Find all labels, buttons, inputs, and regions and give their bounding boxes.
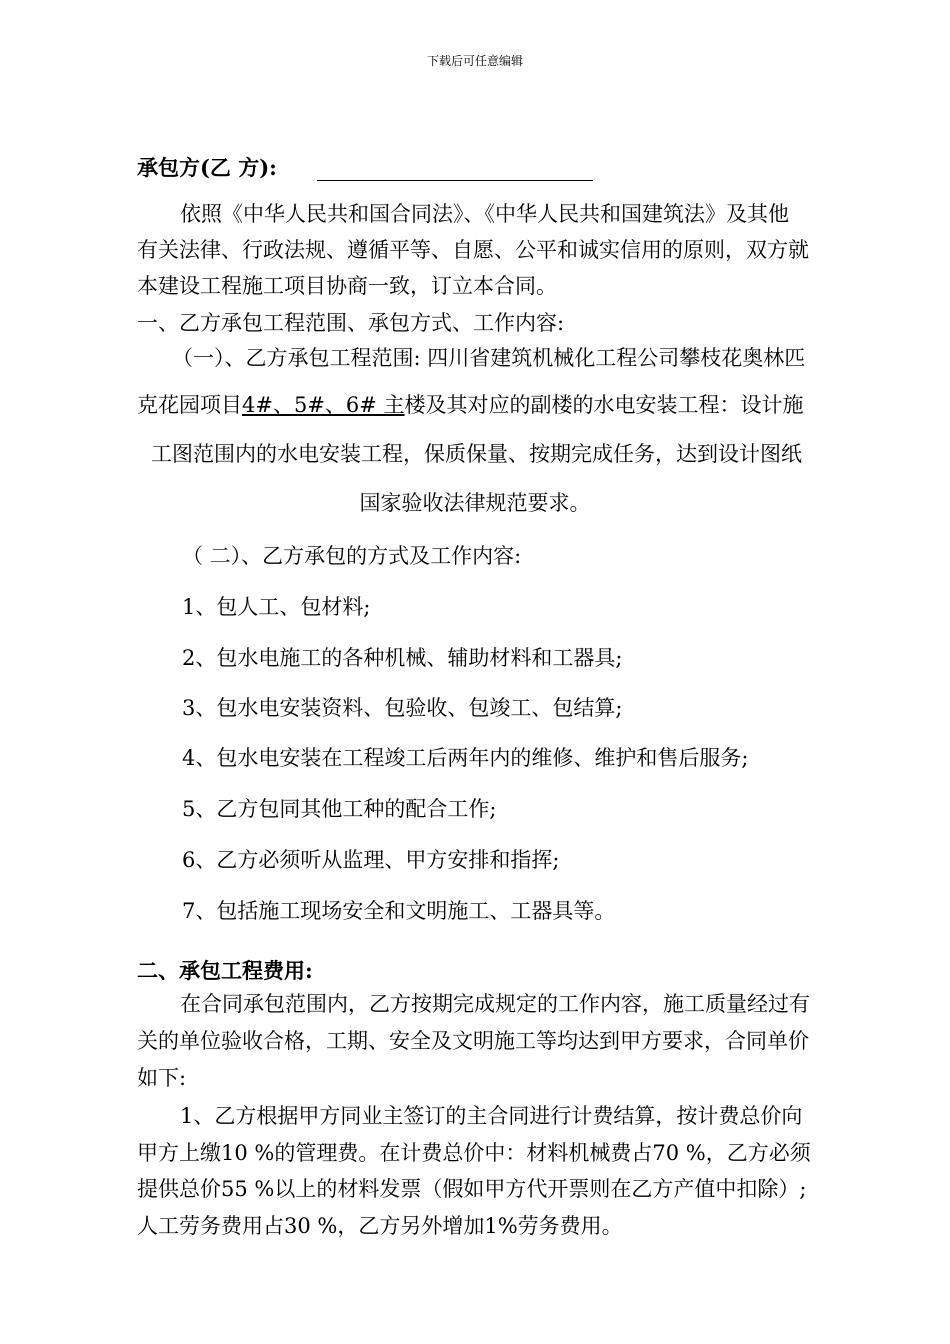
section-1-scope-line-4: 国家验收法律规范要求。 [359,491,591,515]
list-item: 5、乙方包同其他工种的配合工作; [182,797,497,821]
list-item: 7、包括施工现场安全和文明施工、工器具等。 [182,899,616,923]
scope-line-2-prefix: 克花园项目 [137,393,242,417]
list-item: 2、包水电施工的各种机械、辅助材料和工器具; [182,646,623,670]
section-2-para-1-line-1: 在合同承包范围内，乙方按期完成规定的工作内容，施工质量经过有 [180,992,810,1016]
intro-line-1: 依照《中华人民共和国合同法》、《中华人民共和国建筑法》及其他 [180,202,789,226]
section-2-para-1-line-3: 如下: [137,1066,187,1090]
section-2-para-2-line-3: 提供总价55 %以上的材料发票（假如甲方代开票则在乙方产值中扣除）; [137,1177,807,1201]
intro-line-3: 本建设工程施工项目协商一致，订立本合同。 [137,274,557,298]
page-header-note: 下载后可任意编辑 [426,54,523,68]
section-1-scope-line-1: （一）、乙方承包工程范围: 四川省建筑机械化工程公司攀枝花奥林匹 [172,346,806,370]
list-item: 3、包水电安装资料、包验收、包竣工、包结算; [182,696,623,720]
section-2-title: 二、承包工程费用: [137,958,313,983]
section-1-scope-line-2 [137,392,804,418]
building-numbers: 4#、5#、6# 主 [242,393,405,417]
list-item: 4、包水电安装在工程竣工后两年内的维修、维护和售后服务; [182,746,749,770]
intro-line-2: 有关法律、行政法规、遵循平等、自愿、公平和诚实信用的原则，双方就 [137,238,809,262]
list-item: 1、包人工、包材料; [182,595,371,619]
section-2-para-2-line-1: 1、乙方根据甲方同业主签订的主合同进行计费结算，按计费总价向 [180,1104,803,1128]
party-b-row [137,155,593,181]
scope-line-2-suffix: 楼及其对应的副楼的水电安装工程：设计施 [404,393,804,417]
section-1-method-title: （ 二）、乙方承包的方式及工作内容: [182,544,522,568]
section-2-para-2-line-2: 甲方上缴10 %的管理费。在计费总价中：材料机械费占70 %，乙方必须 [137,1141,811,1165]
section-2-para-2-line-4: 人工劳务费用占30 %，乙方另外增加1%劳务费用。 [137,1214,623,1238]
section-2-para-1-line-2: 关的单位验收合格，工期、安全及文明施工等均达到甲方要求，合同单价 [137,1029,809,1053]
list-item: 6、乙方必须听从监理、甲方安排和指挥; [182,848,560,872]
section-1-scope-line-3: 工图范围内的水电安装工程，保质保量、按期完成任务，达到设计图纸 [151,442,802,466]
party-b-label: 承包方(乙 方): [137,155,277,180]
party-b-signature-line [317,158,593,181]
section-1-title: 一、乙方承包工程范围、承包方式、工作内容: [137,311,565,335]
